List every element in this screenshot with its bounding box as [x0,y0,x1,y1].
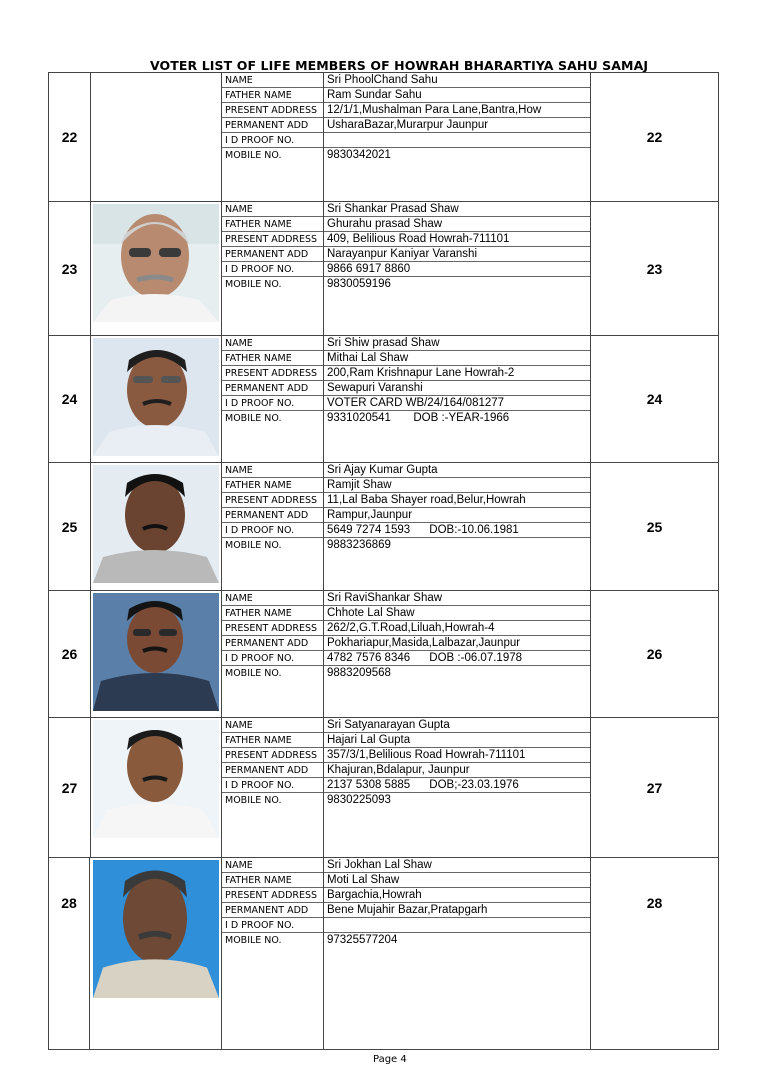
value-present: 409, Belilious Road Howrah-711101 [324,232,590,247]
value-mobile: 9331020541 DOB :-YEAR-1966 [327,412,510,424]
value-permanent: Bene Mujahir Bazar,Pratapgarh [324,903,590,918]
label-present: PRESENT ADDRESS [222,366,323,381]
value-cell [324,73,591,201]
label-name: NAME [222,718,323,733]
value-name: Sri PhoolChand Sahu [324,73,590,88]
label-mobile: MOBILE NO. [225,279,282,290]
label-mobile: MOBILE NO. [225,668,282,679]
serial-number: 27 [49,718,91,857]
value-father: Ramjit Shaw [324,478,590,493]
label-name: NAME [222,858,323,873]
label-father: FATHER NAME [222,873,323,888]
label-present: PRESENT ADDRESS [222,103,323,118]
value-present: 12/1/1,Mushalman Para Lane,Bantra,How [324,103,590,118]
photo-cell [91,463,222,590]
label-name: NAME [222,463,323,478]
member-photo [93,720,219,838]
value-cell [324,463,591,590]
label-name: NAME [222,591,323,606]
label-permanent: PERMANENT ADD [222,381,323,396]
value-permanent: Rampur,Jaunpur [324,508,590,523]
label-name: NAME [222,336,323,351]
value-mobile: 9830225093 [327,794,391,806]
label-present: PRESENT ADDRESS [222,748,323,763]
label-permanent: PERMANENT ADD [222,903,323,918]
value-idproof: 2137 5308 5885 DOB;-23.03.1976 [324,778,590,793]
member-photo [93,204,219,322]
label-father: FATHER NAME [222,217,323,232]
value-mobile: 9830059196 [327,278,391,290]
photo-cell [91,202,222,335]
label-cell [222,336,324,462]
value-mobile: 9830342021 [327,149,391,161]
value-cell [324,591,591,717]
label-father: FATHER NAME [222,351,323,366]
value-father: Hajari Lal Gupta [324,733,590,748]
value-name: Sri Shiw prasad Shaw [324,336,590,351]
photo-cell [91,718,222,857]
value-permanent: Pokhariapur,Masida,Lalbazar,Jaunpur [324,636,590,651]
value-idproof [324,918,590,933]
value-mobile: 9883209568 [327,667,391,679]
label-mobile: MOBILE NO. [225,935,282,946]
photo-cell [91,858,222,1049]
label-idproof: I D PROOF NO. [222,778,323,793]
value-present: Bargachia,Howrah [324,888,590,903]
value-mobile: 97325577204 [327,934,398,946]
value-idproof: 9866 6917 8860 [324,262,590,277]
value-mobile: 9883236869 [327,539,391,551]
photo-cell [91,336,222,462]
value-cell [324,336,591,462]
label-permanent: PERMANENT ADD [222,763,323,778]
label-idproof: I D PROOF NO. [222,396,323,411]
label-father: FATHER NAME [222,88,323,103]
value-name: Sri Ajay Kumar Gupta [324,463,590,478]
serial-number: 26 [49,591,91,717]
value-father: Chhote Lal Shaw [324,606,590,621]
value-name: Sri RaviShankar Shaw [324,591,590,606]
value-present: 11,Lal Baba Shayer road,Belur,Howrah [324,493,590,508]
member-row [49,73,718,202]
label-cell [222,718,324,857]
value-idproof: VOTER CARD WB/24/164/081277 [324,396,590,411]
label-father: FATHER NAME [222,478,323,493]
member-row [49,463,718,591]
value-present: 357/3/1,Belilious Road Howrah-711101 [324,748,590,763]
label-permanent: PERMANENT ADD [222,247,323,262]
label-cell [222,591,324,717]
value-permanent: Sewapuri Varanshi [324,381,590,396]
member-row [49,718,718,858]
serial-number-right: 24 [646,391,663,407]
label-father: FATHER NAME [222,733,323,748]
label-idproof: I D PROOF NO. [222,133,323,148]
serial-number: 23 [49,202,91,335]
label-mobile: MOBILE NO. [225,795,282,806]
value-permanent: Khajuran,Bdalapur, Jaunpur [324,763,590,778]
value-father: Ram Sundar Sahu [324,88,590,103]
member-photo [93,860,219,998]
value-cell [324,202,591,335]
value-permanent: UsharaBazar,Murarpur Jaunpur [324,118,590,133]
label-permanent: PERMANENT ADD [222,118,323,133]
value-cell [324,718,591,857]
member-photo [93,593,219,711]
member-table [48,72,719,1050]
value-name: Sri Satyanarayan Gupta [324,718,590,733]
label-cell [222,73,324,201]
label-idproof: I D PROOF NO. [222,262,323,277]
serial-number-right: 27 [646,779,663,796]
value-father: Ghurahu prasad Shaw [324,217,590,232]
member-row [49,202,718,336]
member-photo [93,338,219,456]
value-father: Mithai Lal Shaw [324,351,590,366]
label-present: PRESENT ADDRESS [222,493,323,508]
member-photo [93,465,219,583]
value-permanent: Narayanpur Kaniyar Varanshi [324,247,590,262]
label-present: PRESENT ADDRESS [222,621,323,636]
label-father: FATHER NAME [222,606,323,621]
label-cell [222,858,324,1049]
serial-number-right: 26 [646,646,663,662]
value-idproof: 5649 7274 1593 DOB:-10.06.1981 [324,523,590,538]
value-idproof [324,133,590,148]
serial-number: 24 [49,336,91,462]
value-cell [324,858,591,1049]
serial-number-right: 25 [646,518,663,535]
label-idproof: I D PROOF NO. [222,651,323,666]
serial-number-right: 22 [646,129,663,145]
page-number: Page 4 [373,1054,407,1065]
member-row [49,591,718,718]
value-present: 262/2,G.T.Road,Liluah,Howrah-4 [324,621,590,636]
photo-cell [91,73,222,201]
label-mobile: MOBILE NO. [225,413,282,424]
value-father: Moti Lal Shaw [324,873,590,888]
label-idproof: I D PROOF NO. [222,918,323,933]
value-name: Sri Shankar Prasad Shaw [324,202,590,217]
label-cell [222,202,324,335]
value-idproof: 4782 7576 8346 DOB :-06.07.1978 [324,651,590,666]
label-mobile: MOBILE NO. [225,150,282,161]
label-mobile: MOBILE NO. [225,540,282,551]
serial-number: 25 [49,463,91,590]
label-name: NAME [222,73,323,88]
member-row [49,858,718,1049]
label-cell [222,463,324,590]
serial-number-right: 23 [646,260,663,277]
label-permanent: PERMANENT ADD [222,508,323,523]
photo-cell [91,591,222,717]
label-name: NAME [222,202,323,217]
serial-number: 28 [49,858,90,1049]
label-idproof: I D PROOF NO. [222,523,323,538]
value-name: Sri Jokhan Lal Shaw [324,858,590,873]
serial-number-right: 28 [646,895,663,911]
serial-number: 22 [49,73,91,201]
value-present: 200,Ram Krishnapur Lane Howrah-2 [324,366,590,381]
page-title: VOTER LIST OF LIFE MEMBERS OF HOWRAH BHARARTIYA SAHU SAMAJ [150,58,649,73]
label-permanent: PERMANENT ADD [222,636,323,651]
label-present: PRESENT ADDRESS [222,232,323,247]
member-row [49,336,718,463]
label-present: PRESENT ADDRESS [222,888,323,903]
